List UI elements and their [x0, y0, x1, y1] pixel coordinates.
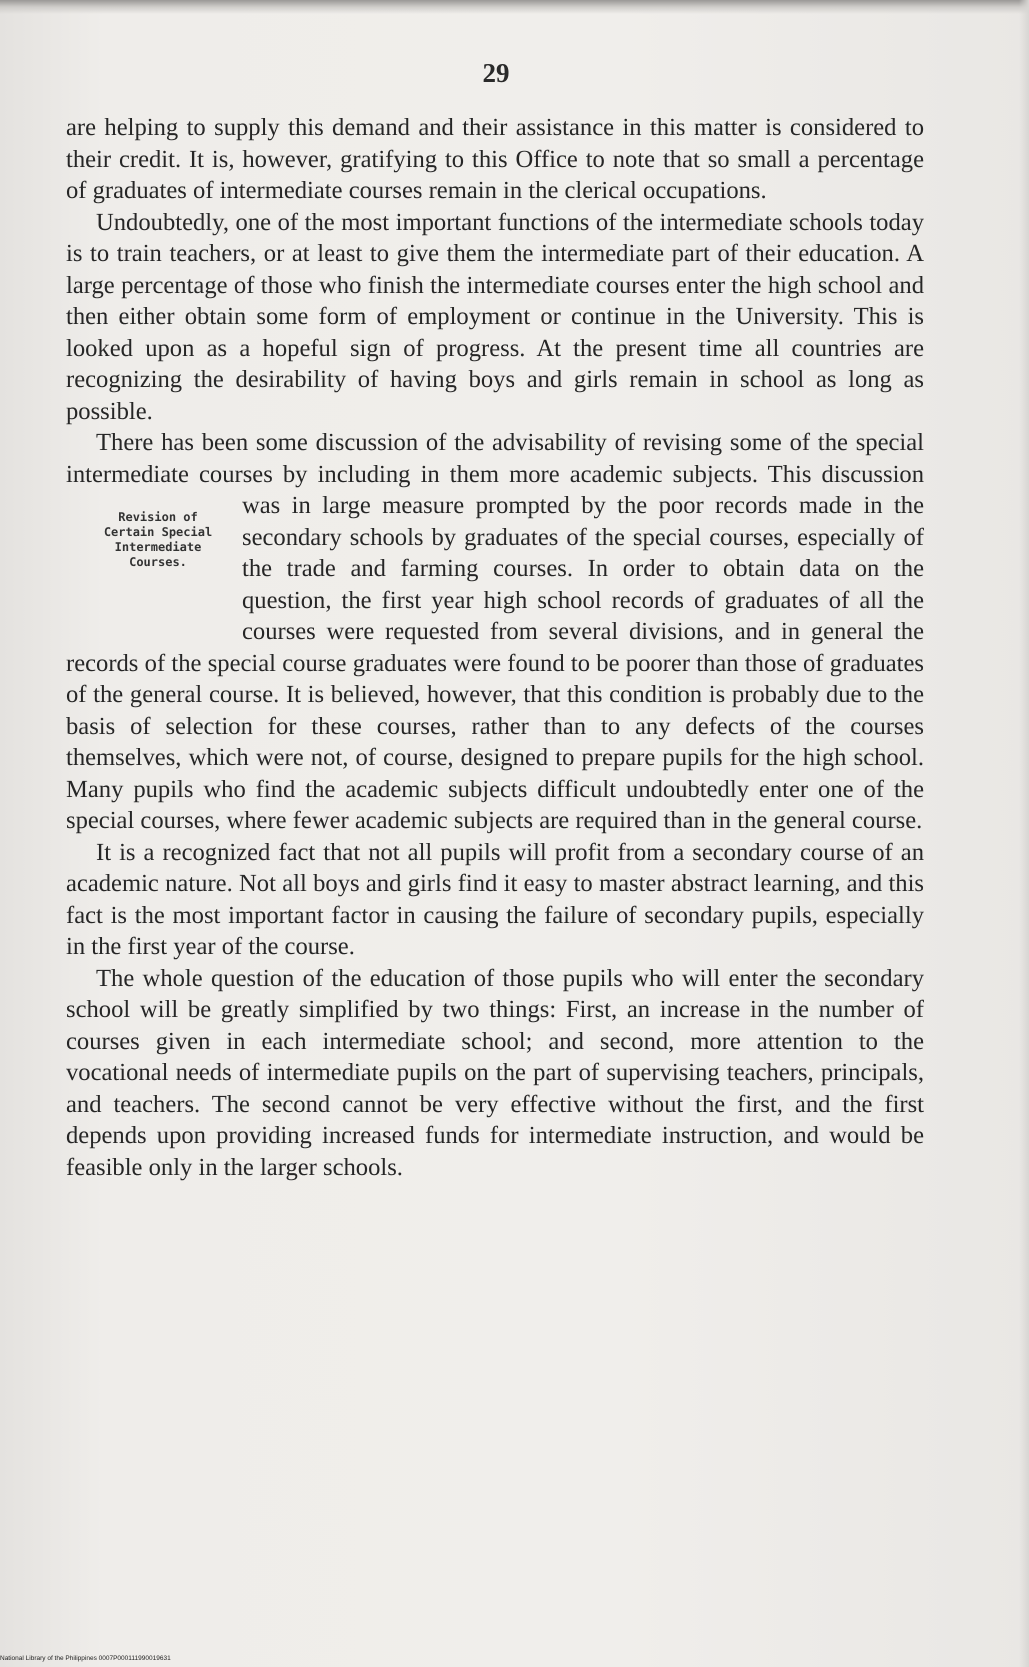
paragraph-1: are helping to supply this demand and their assistance in this matter is considered to their credit. It is, however, gratifying to this Office to note that so small a percentage of graduates of intermediate courses remain in the clerical occupations. [66, 114, 924, 204]
library-footer: National Library of the Philippines 0007P000111990019631 [0, 1655, 171, 1662]
scan-top-shadow [0, 0, 1029, 14]
margin-note-line-2: Certain Special [103, 525, 213, 539]
scan-right-edge [1019, 0, 1029, 1667]
margin-note-line-4: Courses. [129, 555, 187, 569]
paragraph-3-before-note: There has been some discussion of the advisability of revising some of the special intermediate courses by including in them more academic subjects. This discussion was in large measure [66, 429, 924, 519]
margin-note-line-3: Intermediate [114, 540, 202, 554]
paragraph-2: Undoubtedly, one of the most important functions of the intermediate schools today is to train teachers, or at least to give them the intermediate part of their education. A large percentage of those who finish the intermediate courses enter the high school and then either obtain some form of employment or continue in the University. This is looked upon as a hopeful sign of progress. At the present time all countries are recognizing the desirability of having boys and girls remain in school as long as possible. [66, 208, 924, 425]
page-number: 29 [482, 58, 510, 88]
paragraph-3 [66, 427, 924, 837]
paragraph-4: It is a recognized fact that not all pupils will profit from a secondary course of an academic nature. Not all boys and girls find it easy to master abstract learning, and this fact is the most important factor in causing the failure of secondary pupils, especially in the first year of the course. [66, 838, 924, 960]
margin-note-line-1: Revision of [118, 510, 198, 524]
paragraph-3-after-note: prompted by the poor records made in the secondary schools by graduates of the special courses, especially of the trade and farming courses. In order to obtain data on the question, the first year high school records of graduates of all the courses were requested from several divisions, and in general the records of the special course graduates were found to be poorer than those of graduates of the general course. It is believed, however, that this condition is probably due to the basis of selection for these courses, rather than to any defects of the courses themselves, which were not, of course, designed to prepare pupils for the high school. Many pupils who find the academic subjects difficult undoubtedly enter one of the special courses, where fewer academic subjects are required than in the general course. [66, 492, 925, 834]
margin-note [58, 492, 228, 618]
paragraph-5: The whole question of the education of those pupils who will enter the secondary school will be greatly simplified by two things: First, an increase in the number of courses given in each intermediate school; and second, more attention to the vocational needs of intermediate pupils on the part of supervising teachers, principals, and teachers. The second cannot be very effective without the first, and the first depends upon providing increased funds for intermediate instruction, and would be feasible only in the larger schools. [66, 964, 924, 1181]
body-text [66, 112, 924, 1183]
